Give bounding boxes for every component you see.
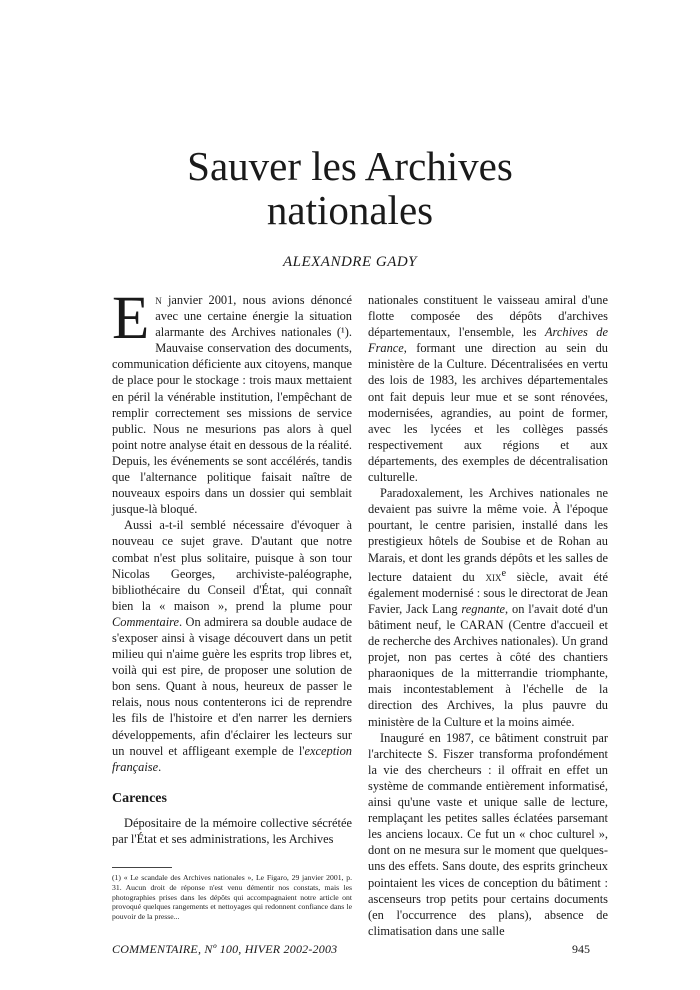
paragraph: Aussi a-t-il semblé nécessaire d'évoquer à nouveau ce sujet grave. D'autant que notre combat n'est plus solitaire, puisque à son tour Nicolas Georges, archiviste-paléographe, bibliothécaire du Conseil d'État, qui connaît bien la « maison », prend la plume pour Commentaire. On admirera sa double audace de s'exposer ainsi à visage découvert dans un petit milieu qui n'aime guère les esprits trop libres et, voilà qui est pire, de proposer une solution de bon sens. Quant à nous, heureux de passer le relais, nous nous contenterons ici de reprendre les fils de l'histoire et d'en narrer les derniers développements, afin d'éclairer les lecteurs sur un nouvel et affligeant exemple de l'exception française.	[112, 518, 352, 774]
paragraph: Inauguré en 1987, ce bâtiment construit par l'architecte S. Fiszer transforma profondément la vie des chercheurs : il offrait en effet un système de commande entièrement informatisé, ainsi qu'une vaste et unique salle de lecture, remplaçant les petites salles éclatées parsemant les anciens locaux. Ce fut un « choc culturel », dont on ne mesura sur le moment que quelques-uns des effets. Sans doute, des esprits grincheux pointaient les vices de conception du bâtiment : ascenseurs trop petits pour certains documents (en l'occurrence des plans), absence de climatisation dans une salle	[368, 730, 608, 938]
article-author: ALEXANDRE GADY	[282, 254, 418, 270]
title-line-1: Sauver les Archives	[187, 143, 513, 189]
footnote-divider	[112, 867, 172, 868]
right-column	[368, 292, 608, 939]
journal-footer: COMMENTAIRE, Nº 100, HIVER 2002-2003	[112, 942, 338, 956]
page-number: 945	[572, 942, 590, 956]
paragraph: En janvier 2001, nous avions dénoncé avec une certaine énergie la situation alarmante des Archives nationales (¹). Mauvaise conservation des documents, communication déficiente aux citoyens, manque de place pour le stockage : trois maux mettaient en péril la vénérable institution, l'empêchant de remplir correctement ses missions de service public. Nous ne mesurions pas alors à quel point notre analyse était en dessous de la réalité. Depuis, les événements se sont accélérés, tandis que l'alternance politique faisait naître de nouveaux espoirs dans un dossier qui semblait jusque-là bloqué.	[112, 285, 352, 517]
left-column	[112, 285, 352, 922]
title-line-2: nationales	[266, 187, 434, 233]
footnote: (1) « Le scandale des Archives nationales », Le Figaro, 29 janvier 2001, p. 31. Aucun droit de réponse n'est venu démentir nos constats, mais les photographies prises dans les dépôts qui accompagnaient notre article ont provoqué quelques rangements et nettoyages qui redonnent confiance dans le pouvoir de la presse...	[112, 873, 352, 922]
paragraph: Dépositaire de la mémoire collective sécrétée par l'État et ses administrations, les Archives	[112, 815, 352, 846]
paragraph: nationales constituent le vaisseau amiral d'une flotte composée des dépôts d'archives départementaux, l'ensemble, les Archives de France, formant une direction au sein du ministère de la Culture. Décentralisées en vertu des lois de 1983, les archives départementales ont fait depuis leur mue et se sont rénovées, modernisées, agrandies, au point de former, avec les lycées et les collèges passés respectivement aux régions et aux départements, des exemples de décentralisation culturelle.	[368, 293, 609, 485]
article-title	[0, 144, 700, 232]
paragraph: Paradoxalement, les Archives nationales ne devaient pas suivre la même voie. À l'époque pourtant, le centre parisien, installé dans les prestigieux hôtels de Soubise et de Rohan au Marais, et dont les grands dépôts et les salles de lecture dataient du xix$^e$ siècle, avait été également modernisé : sous le directorat de Jean Favier, Jack Lang regnante, on l'avait doté d'un bâtiment neuf, le CARAN (Centre d'accueil et de recherche des Archives nationales). Un grand projet, non pas certes à côté des chantiers pharaoniques de la mitterrandie triomphante, mais incontestablement à l'échelle de la direction des Archives, la plus pauvre du ministère de la Culture et la moins aimée.	[368, 486, 609, 729]
section-heading: Carences	[112, 790, 167, 806]
drop-cap: E	[112, 285, 150, 352]
